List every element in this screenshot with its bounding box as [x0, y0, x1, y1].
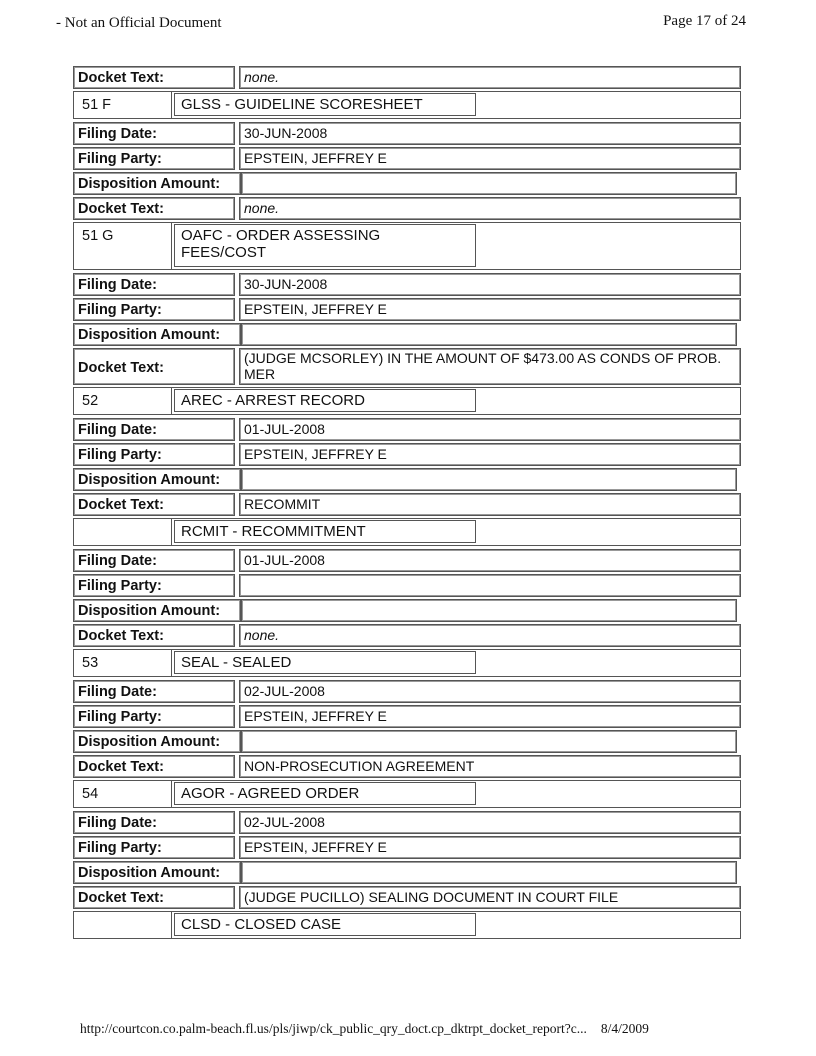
disposition-amount-label: Disposition Amount:: [73, 323, 241, 346]
docket-text-label: Docket Text:: [73, 348, 235, 385]
entry-number: 52: [74, 388, 172, 414]
filing-party-value: EPSTEIN, JEFFREY E: [239, 705, 741, 728]
docket-report: [73, 66, 751, 942]
filing-date-value: 01-JUL-2008: [239, 549, 741, 572]
entry-number: 51 F: [74, 92, 172, 118]
filing-party-value: EPSTEIN, JEFFREY E: [239, 836, 741, 859]
footer-date: 8/4/2009: [600, 1021, 649, 1036]
entry-code: RCMIT - RECOMMITMENT: [174, 520, 476, 543]
filing-party-label: Filing Party:: [73, 574, 235, 597]
entry-code: SEAL - SEALED: [174, 651, 476, 674]
disposition-amount-label: Disposition Amount:: [73, 861, 241, 884]
filing-party-value: EPSTEIN, JEFFREY E: [239, 298, 741, 321]
docket-text-value: (JUDGE MCSORLEY) IN THE AMOUNT OF $473.00 AS CONDS OF PROB. MER: [239, 348, 741, 385]
filing-date-value: 01-JUL-2008: [239, 418, 741, 441]
filing-party-label: Filing Party:: [73, 836, 235, 859]
entry-header: [73, 222, 741, 270]
docket-entry: [73, 518, 751, 647]
footer-url: http://courtcon.co.palm-beach.fl.us/pls/jiwp/ck_public_qry_doct.cp_dktrpt_docket_report?c...: [80, 1021, 587, 1036]
docket-text-value: (JUDGE PUCILLO) SEALING DOCUMENT IN COURT FILE: [239, 886, 741, 909]
disposition-amount-label: Disposition Amount:: [73, 599, 241, 622]
docket-text-value: none.: [239, 624, 741, 647]
disposition-amount-label: Disposition Amount:: [73, 468, 241, 491]
filing-date-label: Filing Date:: [73, 680, 235, 703]
docket-text-label: Docket Text:: [73, 66, 235, 89]
filing-date-value: 02-JUL-2008: [239, 811, 741, 834]
disposition-amount-value: [241, 172, 737, 195]
page-number: Page 17 of 24: [663, 13, 746, 29]
filing-party-label: Filing Party:: [73, 147, 235, 170]
disposition-amount-label: Disposition Amount:: [73, 730, 241, 753]
entry-code: CLSD - CLOSED CASE: [174, 913, 476, 936]
filing-party-value: EPSTEIN, JEFFREY E: [239, 147, 741, 170]
docket-entry: [73, 911, 751, 939]
docket-entry: [73, 387, 751, 516]
docket-entry: [73, 222, 751, 385]
entry-number: [74, 519, 172, 545]
entry-number: 54: [74, 781, 172, 807]
filing-date-label: Filing Date:: [73, 549, 235, 572]
filing-date-label: Filing Date:: [73, 418, 235, 441]
entry-code: GLSS - GUIDELINE SCORESHEET: [174, 93, 476, 116]
page-footer: [80, 1021, 649, 1037]
filing-party-label: Filing Party:: [73, 705, 235, 728]
entry-header: [73, 911, 741, 939]
docket-text-value: NON-PROSECUTION AGREEMENT: [239, 755, 741, 778]
docket-text-label: Docket Text:: [73, 493, 235, 516]
entry-number: 51 G: [74, 223, 172, 269]
disposition-amount-label: Disposition Amount:: [73, 172, 241, 195]
header-left-text: - Not an Official Document: [56, 15, 222, 31]
disposition-amount-value: [241, 468, 737, 491]
filing-date-label: Filing Date:: [73, 122, 235, 145]
entry-header: [73, 518, 741, 546]
filing-party-value: [239, 574, 741, 597]
docket-text-value: none.: [239, 197, 741, 220]
entry-header: [73, 780, 741, 808]
filing-party-label: Filing Party:: [73, 298, 235, 321]
filing-date-value: 02-JUL-2008: [239, 680, 741, 703]
docket-text-row: [73, 66, 751, 89]
filing-date-label: Filing Date:: [73, 811, 235, 834]
docket-entry: [73, 91, 751, 220]
docket-entry: [73, 780, 751, 909]
filing-date-value: 30-JUN-2008: [239, 273, 741, 296]
disposition-amount-value: [241, 861, 737, 884]
docket-entry: [73, 649, 751, 778]
docket-text-label: Docket Text:: [73, 197, 235, 220]
docket-text-value: RECOMMIT: [239, 493, 741, 516]
disposition-amount-value: [241, 323, 737, 346]
filing-date-label: Filing Date:: [73, 273, 235, 296]
entry-header: [73, 649, 741, 677]
filing-date-value: 30-JUN-2008: [239, 122, 741, 145]
entry-header: [73, 387, 741, 415]
docket-text-label: Docket Text:: [73, 624, 235, 647]
docket-text-label: Docket Text:: [73, 755, 235, 778]
docket-text-label: Docket Text:: [73, 886, 235, 909]
entry-header: [73, 91, 741, 119]
entry-code: AREC - ARREST RECORD: [174, 389, 476, 412]
entry-number: [74, 912, 172, 938]
disposition-amount-value: [241, 730, 737, 753]
entry-number: 53: [74, 650, 172, 676]
disposition-amount-value: [241, 599, 737, 622]
docket-text-value: none.: [239, 66, 741, 89]
entry-code: OAFC - ORDER ASSESSING FEES/COST: [174, 224, 476, 267]
filing-party-value: EPSTEIN, JEFFREY E: [239, 443, 741, 466]
filing-party-label: Filing Party:: [73, 443, 235, 466]
entry-code: AGOR - AGREED ORDER: [174, 782, 476, 805]
